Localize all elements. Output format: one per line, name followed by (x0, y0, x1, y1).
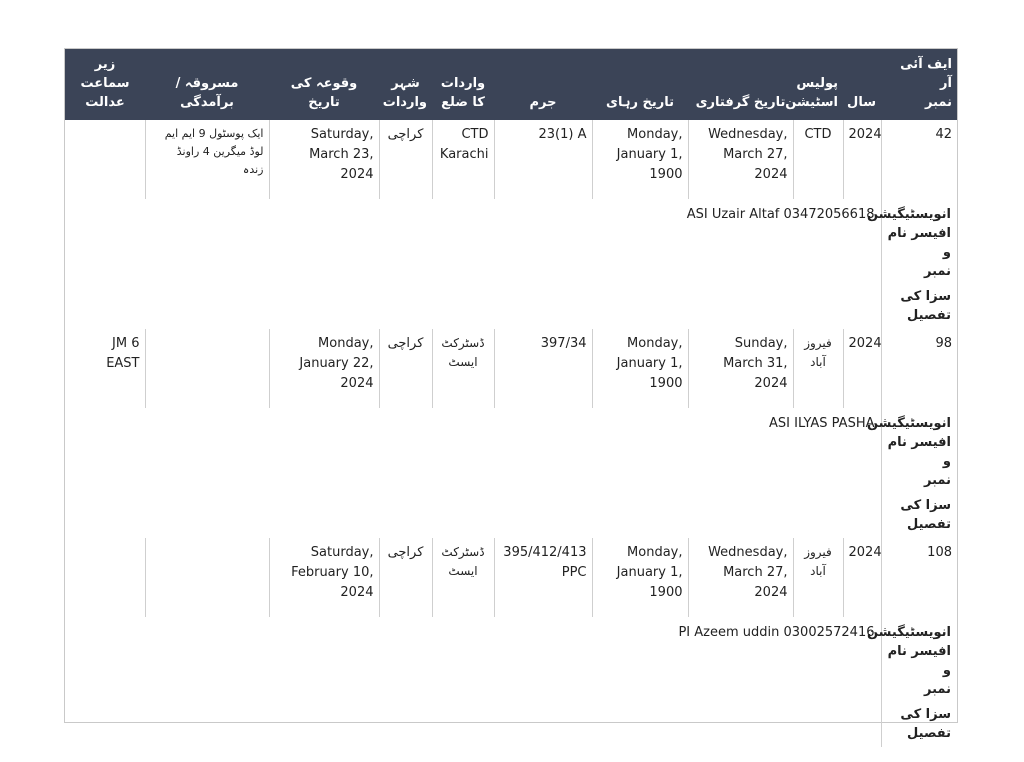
header-row (65, 49, 957, 120)
header-year: سال (843, 49, 881, 120)
investigation-officer-row (65, 617, 957, 699)
crime-cell: 23(1) A (494, 120, 592, 199)
investigation-officer-value: PI Azeem uddin 03002572416 (678, 625, 875, 640)
arrest-date-cell: Wednesday, March 27, 2024 (688, 538, 793, 617)
header-release-date: تاریخ رہای (592, 49, 688, 120)
investigation-officer-row (65, 408, 957, 490)
punishment-label: سزا کی تفصیل (881, 281, 957, 329)
investigation-officer-label: انویسٹیگیشن افیسر نام و نمبر (881, 199, 957, 281)
punishment-label: سزا کی تفصیل (881, 699, 957, 747)
incident-date-cell: Saturday, February 10, 2024 (269, 538, 379, 617)
header-arrest-date: تاریخ گرفتاری (688, 49, 793, 120)
court-cell (65, 120, 145, 199)
police-station-cell: فیروز آباد (793, 329, 843, 408)
investigation-officer-label: انویسٹیگیشن افیسر نام و نمبر (881, 408, 957, 490)
punishment-value (65, 281, 881, 329)
fir-number: 108 (881, 538, 957, 617)
fir-number: 42 (881, 120, 957, 199)
investigation-officer-value: ASI ILYAS PASHA (769, 416, 875, 431)
recovery-cell (145, 538, 269, 617)
header-recovery: مسروقہ / برآمدگی (145, 49, 269, 120)
year-cell: 2024 (843, 120, 881, 199)
recovery-cell: ایک پوسٹول 9 ایم ایم لوڈ میگرین 4 راونڈ زندہ (145, 120, 269, 199)
header-fir-no: ایف آئی آر نمبر (881, 49, 957, 120)
table-row (65, 120, 957, 199)
police-station-cell: فیروز آباد (793, 538, 843, 617)
investigation-officer-row (65, 199, 957, 281)
crime-cell: 395/412/413 PPC (494, 538, 592, 617)
punishment-label: سزا کی تفصیل (881, 490, 957, 538)
incident-date-cell: Saturday, March 23, 2024 (269, 120, 379, 199)
header-district: واردات کا ضلع (432, 49, 494, 120)
punishment-row (65, 490, 957, 538)
court-cell: JM 6 EAST (106, 336, 140, 371)
investigation-officer-value: ASI Uzair Altaf 03472056618 (686, 207, 875, 222)
header-police-station: پولیس اسٹیشن (793, 49, 843, 120)
recovery-cell (145, 329, 269, 408)
release-date-cell: Monday, January 1, 1900 (592, 329, 688, 408)
crime-cell: 397/34 (494, 329, 592, 408)
header-court: زیر سماعت عدالت (65, 49, 145, 120)
fir-report-sheet (64, 48, 958, 741)
district-cell: CTD Karachi (432, 120, 494, 199)
police-station-cell: CTD (793, 120, 843, 199)
arrest-date-cell: Sunday, March 31, 2024 (688, 329, 793, 408)
court-cell (65, 538, 145, 617)
punishment-value (65, 490, 881, 538)
city-cell: کراچی (379, 329, 432, 408)
district-cell: ڈسٹرکٹ ایسٹ (432, 538, 494, 617)
incident-date-cell: Monday, January 22, 2024 (269, 329, 379, 408)
year-cell: 2024 (843, 538, 881, 617)
arrest-date-cell: Wednesday, March 27, 2024 (688, 120, 793, 199)
city-cell: کراچی (379, 538, 432, 617)
fir-number: 98 (881, 329, 957, 408)
release-date-cell: Monday, January 1, 1900 (592, 120, 688, 199)
release-date-cell: Monday, January 1, 1900 (592, 538, 688, 617)
table-row (65, 329, 957, 408)
year-cell: 2024 (843, 329, 881, 408)
district-cell: ڈسٹرکٹ ایسٹ (432, 329, 494, 408)
header-crime: جرم (494, 49, 592, 120)
fir-table (65, 49, 957, 747)
header-city: شہر واردات (379, 49, 432, 120)
punishment-value (65, 699, 881, 747)
city-cell: کراچی (379, 120, 432, 199)
table-row (65, 538, 957, 617)
investigation-officer-label: انویسٹیگیشن افیسر نام و نمبر (881, 617, 957, 699)
punishment-row (65, 699, 957, 747)
punishment-row (65, 281, 957, 329)
header-incident-date: وقوعہ کی تاریخ (269, 49, 379, 120)
